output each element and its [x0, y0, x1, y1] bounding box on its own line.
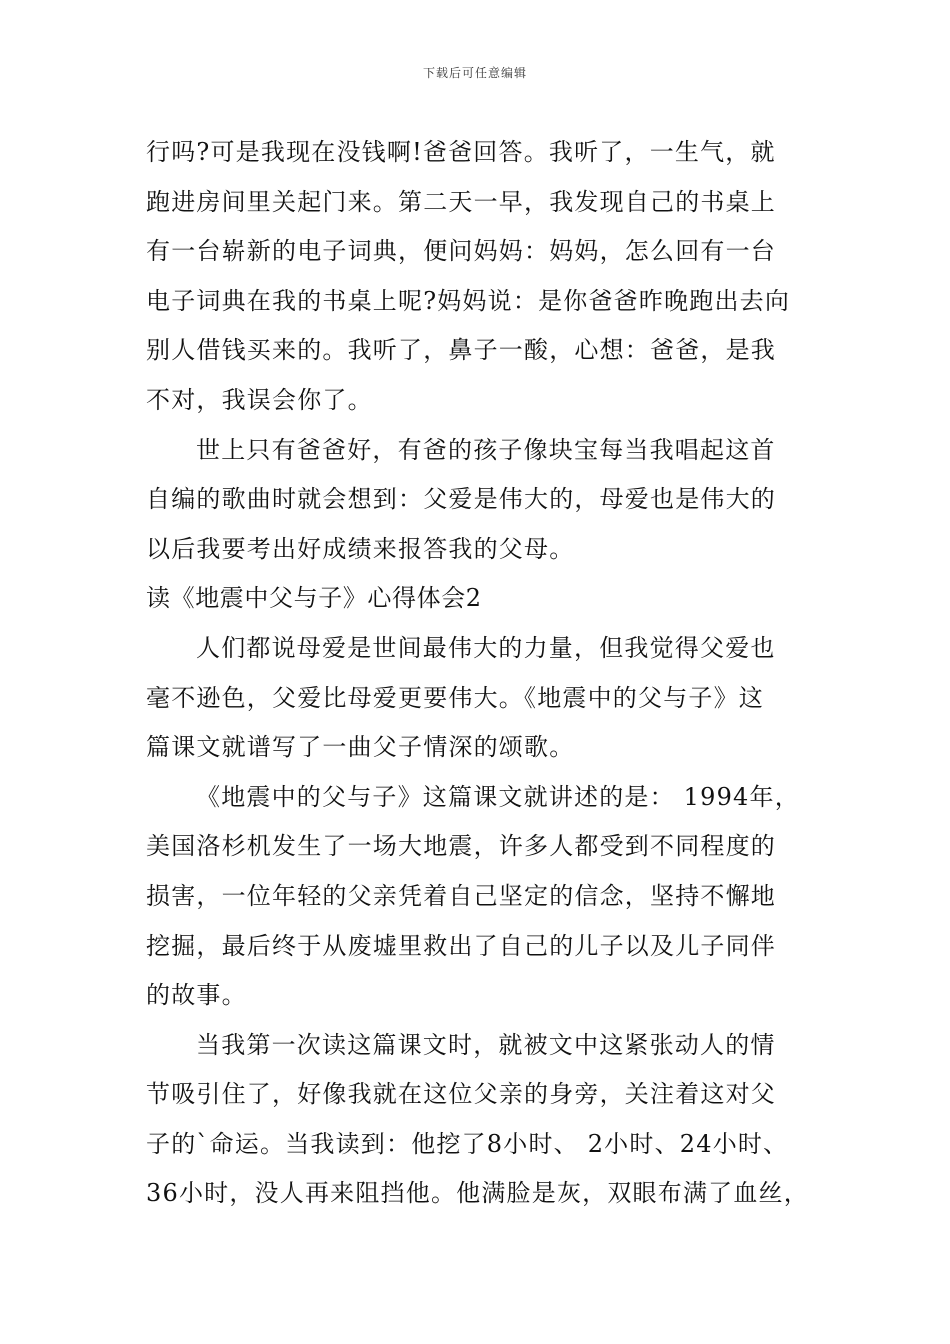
text-line: 的故事。 [146, 981, 247, 1010]
text-line: 挖掘，最后终于从废墟里救出了自己的儿子以及儿子同伴 [146, 931, 776, 960]
text-line: 当我第一次读这篇课文时，就被文中这紧张动人的情 [196, 1030, 776, 1059]
text-line: 行吗?可是我现在没钱啊!爸爸回答。我听了，一生气，就 [146, 138, 776, 166]
text-line: 有一台崭新的电子词典，便问妈妈：妈妈，怎么回有一台 [146, 237, 776, 266]
text-line: 节吸引住了，好像我就在这位父亲的身旁，关注着这对父 [146, 1080, 776, 1109]
text-line: 《地震中的父与子》这篇课文就讲述的是： 1994年， [196, 782, 800, 811]
text-line: 不对，我误会你了。 [146, 385, 373, 414]
text-line: 毫不逊色，父爱比母爱更要伟大。《地震中的父与子》这 [146, 683, 764, 712]
text-line: 自编的歌曲时就会想到：父爱是伟大的，母爱也是伟大的 [146, 485, 776, 514]
text-line: 跑进房间里关起门来。第二天一早，我发现自己的书桌上 [146, 187, 776, 216]
text-line: 损害，一位年轻的父亲凭着自己坚定的信念，坚持不懈地 [146, 881, 776, 910]
text-line: 电子词典在我的书桌上呢?妈妈说：是你爸爸昨晚跑出去向 [146, 286, 791, 315]
text-line: 别人借钱买来的。我听了，鼻子一酸，心想：爸爸，是我 [146, 336, 776, 365]
text-line: 篇课文就谱写了一曲父子情深的颂歌。 [146, 733, 575, 762]
text-line: 以后我要考出好成绩来报答我的父母。 [146, 534, 575, 563]
page-header: 下载后可任意编辑 [422, 66, 527, 80]
section-heading: 读《地震中父与子》心得体会2 [146, 584, 482, 613]
document-body [146, 128, 811, 1219]
text-line: 美国洛杉机发生了一场大地震，许多人都受到不同程度的 [146, 832, 776, 861]
text-line: 人们都说母爱是世间最伟大的力量，但我觉得父爱也 [196, 633, 776, 662]
text-line: 世上只有爸爸好，有爸的孩子像块宝每当我唱起这首 [196, 435, 776, 464]
text-line: 子的`命运。当我读到：他挖了8小时、 2小时、24小时、 [146, 1129, 789, 1158]
text-line: 36小时，没人再来阻挡他。他满脸是灰，双眼布满了血丝， [146, 1179, 809, 1208]
